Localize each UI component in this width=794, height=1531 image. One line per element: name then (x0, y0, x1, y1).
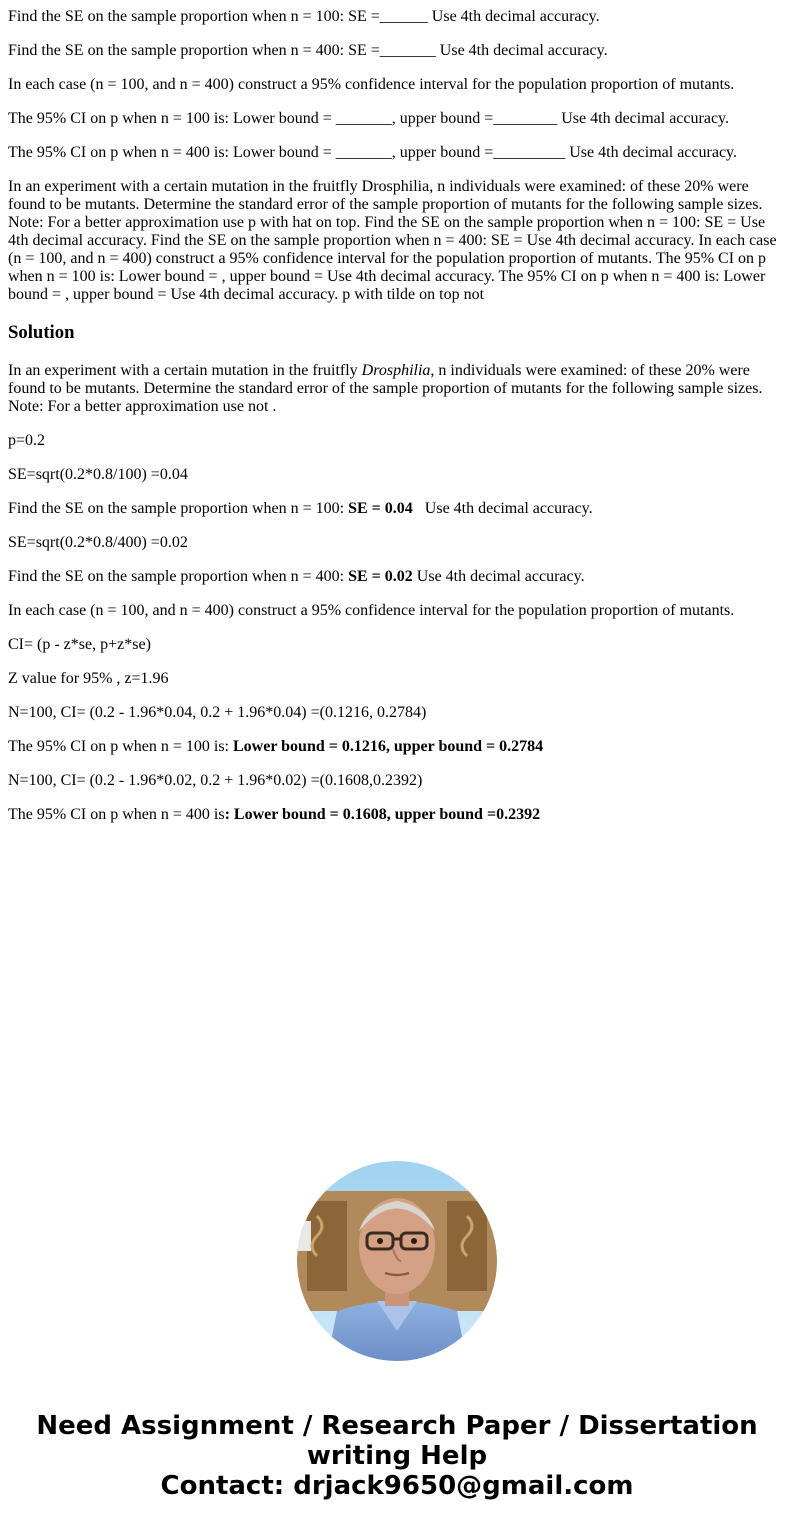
solution-intro (8, 362, 786, 416)
solution-se100-answer (8, 500, 786, 518)
document-body (0, 8, 794, 824)
ci400-value: : Lower bound = 0.1608, upper bound =0.2392 (224, 806, 541, 823)
promo-line-2: writing Help (306, 1441, 488, 1471)
se400-value: SE = 0.02 (348, 568, 413, 585)
se100-suffix: Use 4th decimal accuracy. (412, 500, 593, 517)
avatar-portrait-image (297, 1161, 497, 1361)
se100-value: SE = 0.04 (348, 500, 413, 517)
promo-contact: Contact: drjack9650@gmail.com (160, 1471, 634, 1501)
question-se-400: Find the SE on the sample proportion when n = 400: SE =_______ Use 4th decimal accuracy. (8, 42, 608, 59)
se400-prefix: Find the SE on the sample proportion when n = 400: (8, 568, 349, 585)
solution-intro-text-rest: , n individuals were examined: of these 20% were found to be mutants. Determine the standard error of the sample proportion of mutants for the following sample sizes. Note: For a better approximation use not . (8, 362, 763, 415)
solution-se400-calc: SE=sqrt(0.2*0.8/400) =0.02 (8, 534, 188, 551)
question-se-100: Find the SE on the sample proportion when n = 100: SE =______ Use 4th decimal accuracy. (8, 8, 600, 25)
question-full-text: In an experiment with a certain mutation in the fruitfly Drosphilia, n individuals were examined: of these 20% were found to be mutants. Determine the standard error of the sample proportion of mutants for the following sample sizes. Note: For a better approximation use p with hat on top. Find the SE on the sample proportion when n = 100: SE = Use 4th decimal accuracy. Find the SE on the sample proportion when n = 400: SE = Use 4th decimal accuracy. In each case (n = 100, and n = 400) construct a 95% confidence interval for the population proportion of mutants. The 95% CI on p when n = 100 is: Lower bound = , upper bound = Use 4th decimal accuracy. The 95% CI on p when n = 400 is: Lower bound = , upper bound = Use 4th decimal accuracy. p with tilde on top not (8, 178, 777, 303)
solution-p-value: p=0.2 (8, 432, 46, 449)
ci100-value: Lower bound = 0.1216, upper bound = 0.2784 (233, 738, 544, 755)
solution-ci100-calc: N=100, CI= (0.2 - 1.96*0.04, 0.2 + 1.96*0.04) =(0.1216, 0.2784) (8, 704, 427, 721)
solution-ci-formula: CI= (p - z*se, p+z*se) (8, 636, 151, 653)
solution-heading: Solution (8, 322, 75, 343)
promo-banner (0, 1411, 794, 1501)
se400-suffix: Use 4th decimal accuracy. (412, 568, 585, 585)
solution-intro-text: In an experiment with a certain mutation in the fruitfly (8, 362, 362, 379)
question-ci-400: The 95% CI on p when n = 400 is: Lower bound = _______, upper bound =_________ Use 4th decimal accuracy. (8, 144, 737, 161)
se100-prefix: Find the SE on the sample proportion when n = 100: (8, 500, 349, 517)
solution-ci100-answer (8, 738, 786, 756)
ci100-prefix: The 95% CI on p when n = 100 is: (8, 738, 233, 755)
solution-ci400-answer (8, 806, 786, 824)
solution-ci400-calc: N=100, CI= (0.2 - 1.96*0.02, 0.2 + 1.96*0.02) =(0.1608,0.2392) (8, 772, 423, 789)
solution-se400-answer (8, 568, 786, 586)
ci400-prefix: The 95% CI on p when n = 400 is (8, 806, 225, 823)
avatar (297, 1161, 497, 1361)
solution-intro-species: Drosphilia (361, 362, 431, 379)
solution-z-value: Z value for 95% , z=1.96 (8, 670, 169, 687)
question-ci-100: The 95% CI on p when n = 100 is: Lower bound = _______, upper bound =________ Use 4th decimal accuracy. (8, 110, 729, 127)
solution-se100-calc: SE=sqrt(0.2*0.8/100) =0.04 (8, 466, 188, 483)
promo-line-1: Need Assignment / Research Paper / Dissertation (36, 1411, 758, 1441)
solution-ci-intro: In each case (n = 100, and n = 400) construct a 95% confidence interval for the population proportion of mutants. (8, 602, 735, 619)
question-ci-instruction: In each case (n = 100, and n = 400) construct a 95% confidence interval for the population proportion of mutants. (8, 76, 735, 93)
